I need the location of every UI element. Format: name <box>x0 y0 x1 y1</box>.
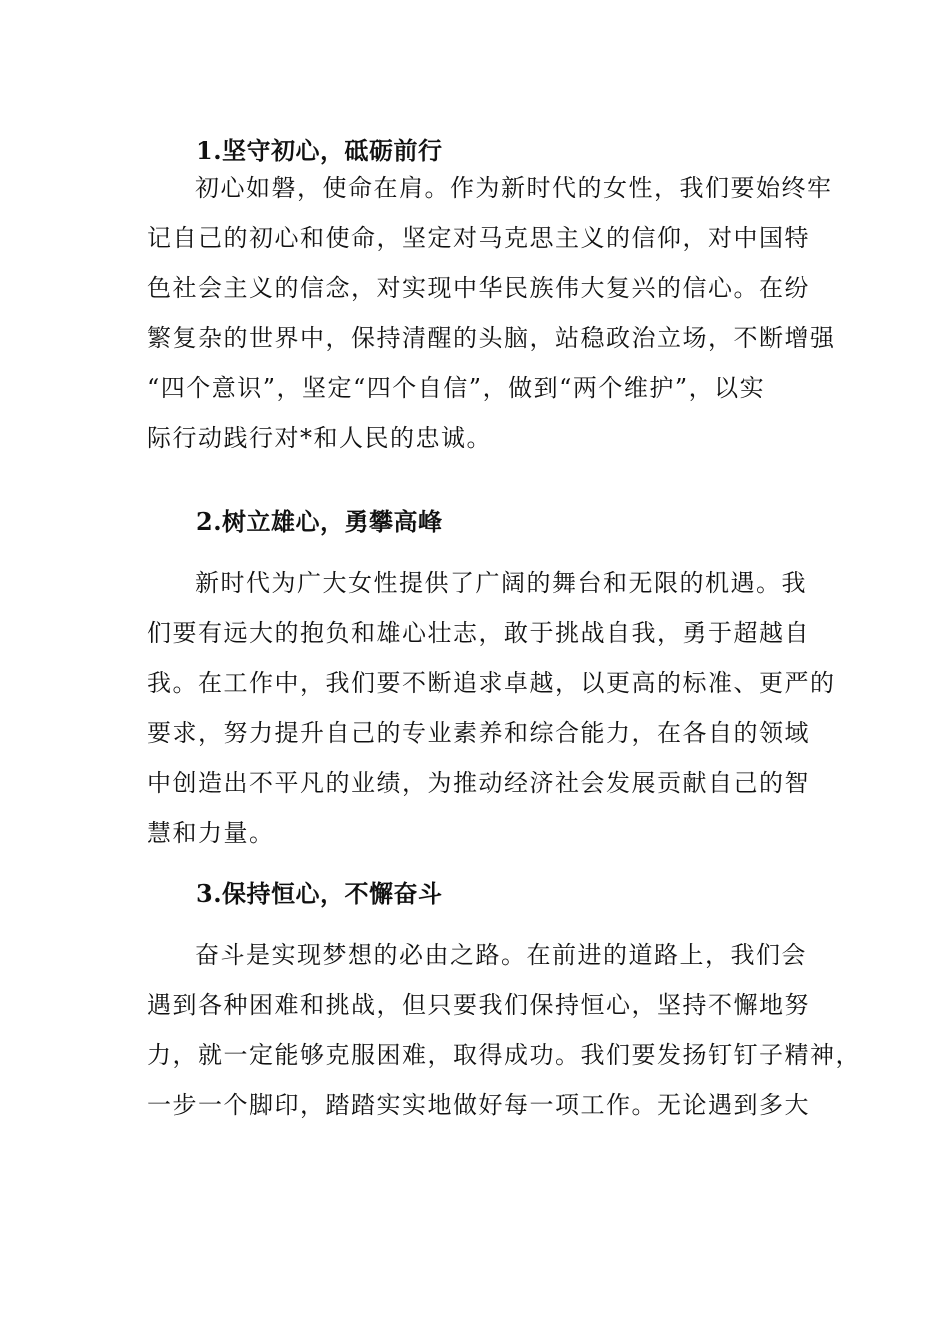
section-3-heading: 3.保持恒心，不懈奋斗 <box>196 879 443 908</box>
paragraph-line: “四个意识”，坚定“四个自信”，做到“两个维护”，以实 <box>147 374 766 402</box>
paragraph-line: 新时代为广大女性提供了广阔的舞台和无限的机遇。我 <box>195 569 807 597</box>
section-1-paragraph <box>147 163 836 463</box>
section-2-paragraph <box>147 558 836 858</box>
paragraph-line: 一步一个脚印，踏踏实实地做好每一项工作。无论遇到多大 <box>147 1091 810 1119</box>
paragraph-line: 奋斗是实现梦想的必由之路。在前进的道路上，我们会 <box>195 941 807 969</box>
paragraph-line: 们要有远大的抱负和雄心壮志，敢于挑战自我，勇于超越自 <box>147 619 810 647</box>
paragraph-line: 际行动践行对*和人民的忠诚。 <box>147 424 492 452</box>
paragraph-line: 中创造出不平凡的业绩，为推动经济社会发展贡献自己的智 <box>147 769 810 797</box>
paragraph-line: 记自己的初心和使命，坚定对马克思主义的信仰，对中国特 <box>147 224 810 252</box>
paragraph-line: 初心如磐，使命在肩。作为新时代的女性，我们要始终牢 <box>195 174 833 202</box>
paragraph-line: 力，就一定能够克服困难，取得成功。我们要发扬钉钉子精神， <box>147 1041 861 1069</box>
section-1-heading: 1.坚守初心，砥砺前行 <box>196 136 443 165</box>
section-3-paragraph <box>147 930 861 1130</box>
paragraph-line: 色社会主义的信念，对实现中华民族伟大复兴的信心。在纷 <box>147 274 810 302</box>
paragraph-line: 繁复杂的世界中，保持清醒的头脑，站稳政治立场，不断增强 <box>147 324 836 352</box>
paragraph-line: 要求，努力提升自己的专业素养和综合能力，在各自的领域 <box>147 719 810 747</box>
section-2-heading: 2.树立雄心，勇攀高峰 <box>196 507 443 536</box>
paragraph-line: 我。在工作中，我们要不断追求卓越，以更高的标准、更严的 <box>147 669 836 697</box>
paragraph-line: 遇到各种困难和挑战，但只要我们保持恒心，坚持不懈地努 <box>147 991 810 1019</box>
paragraph-line: 慧和力量。 <box>147 819 275 847</box>
